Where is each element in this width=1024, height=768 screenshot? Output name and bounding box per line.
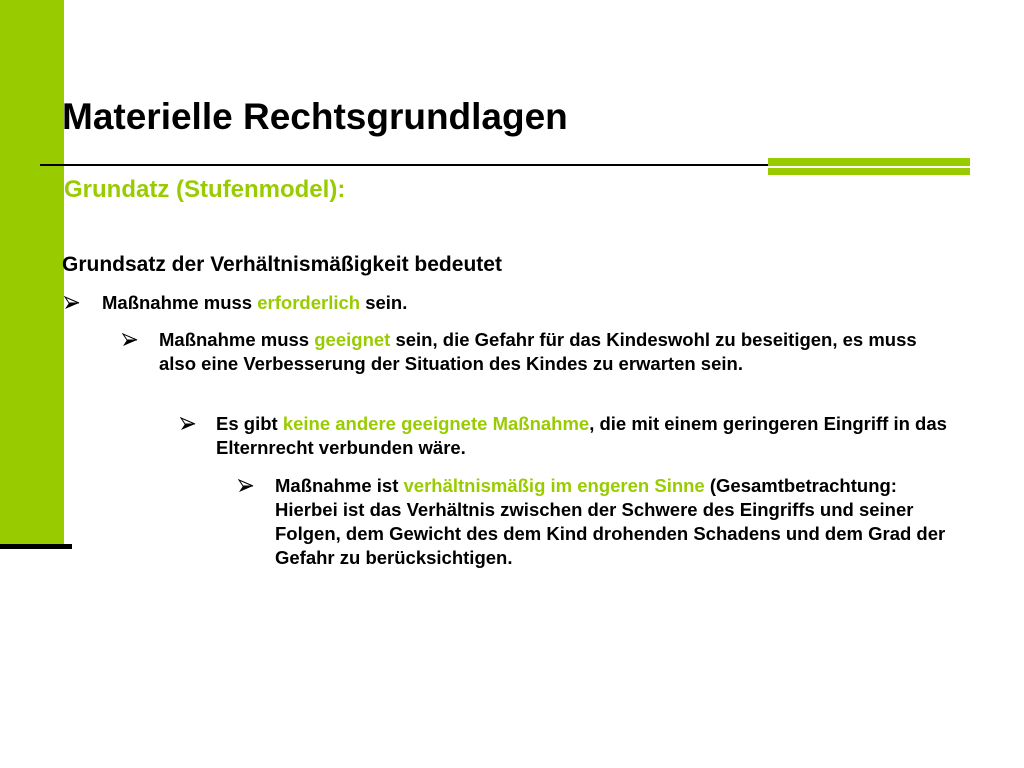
bullet-highlight-3: keine andere geeignete Maßnahme (282, 413, 590, 434)
bullet-item-2 (122, 328, 952, 376)
arrowhead-bullet-icon (122, 328, 140, 352)
bullet-highlight-1: erforderlich (257, 292, 361, 313)
bullet-highlight-4: verhältnismäßig im engeren Sinne (403, 475, 705, 496)
slide-subtitle: Grundatz (Stufenmodel): (64, 176, 346, 203)
bullet-text-1-before: Maßnahme muss (102, 292, 258, 313)
bullet-text-4 (275, 474, 958, 570)
bullet-item-3 (180, 412, 970, 460)
lead-statement: Grundsatz der Verhältnismäßigkeit bedeutet (62, 253, 502, 276)
title-accent-bar-top (768, 158, 970, 166)
bullet-text-4-before: Maßnahme ist (275, 475, 404, 496)
title-accent-bar-bottom (768, 168, 970, 175)
bullet-text-2-after: sein, die Gefahr für das Kindeswohl zu beseitigen, es muss also eine Verbesserung der Situation des Kindes zu erwarten sein. (159, 329, 917, 374)
bullet-text-1 (102, 291, 964, 315)
left-bar-underline (0, 544, 72, 549)
arrowhead-bullet-icon (64, 291, 82, 315)
bullet-text-3-before: Es gibt (216, 413, 283, 434)
bullet-text-4-after: (Gesamtbetrachtung: Hierbei ist das Verhältnis zwischen der Schwere des Eingriffs und seiner Folgen, dem Gewicht des dem Kind drohenden Schadens und dem Grad der Gefahr zu berücksichtigen. (275, 475, 946, 568)
bullet-item-1 (64, 291, 964, 315)
bullet-text-3-after: , die mit einem geringeren Eingriff in das Elternrecht verbunden wäre. (216, 413, 947, 458)
slide-title: Materielle Rechtsgrundlagen (62, 96, 568, 137)
bullet-text-2 (159, 328, 952, 376)
arrowhead-bullet-icon (180, 412, 198, 436)
bullet-highlight-2: geeignet (314, 329, 391, 350)
bullet-item-4 (238, 474, 958, 570)
bullet-text-1-after: sein. (360, 292, 408, 313)
bullet-text-3 (216, 412, 970, 460)
arrowhead-bullet-icon (238, 474, 256, 498)
left-accent-bar (0, 0, 64, 544)
bullet-text-2-before: Maßnahme muss (159, 329, 315, 350)
